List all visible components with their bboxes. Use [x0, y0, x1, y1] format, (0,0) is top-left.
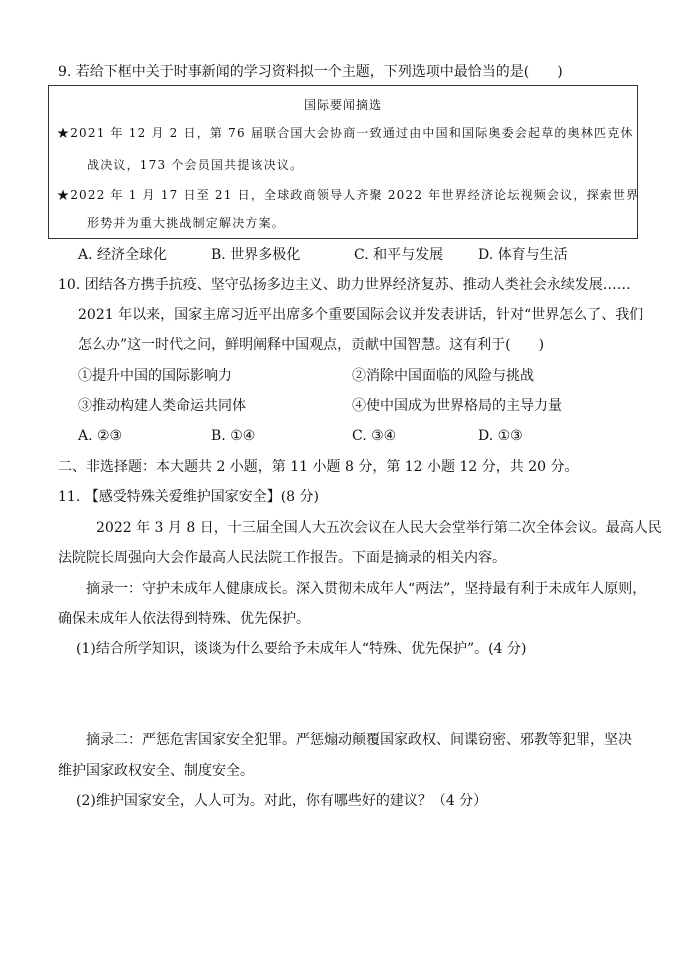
- q11-excerpt-1-line-2: 确保未成年人依法得到特殊、优先保护。: [58, 611, 310, 627]
- q11-excerpt-2-line-1: 摘录二：严惩危害国家安全犯罪。严惩煽动颠覆国家政权、间谍窃密、邪教等犯罪，坚决: [86, 732, 632, 748]
- q10-option-d: D. ①③: [478, 428, 523, 444]
- news-box-title: 国际要闻摘选: [303, 98, 382, 112]
- q11-excerpt-1-line-1: 摘录一：守护未成年人健康成长。深入贯彻未成年人“两法”，坚持最有利于未成年人原则，: [86, 581, 647, 597]
- section-2-heading: 二、非选择题：本大题共 2 小题，第 11 小题 8 分，第 12 小题 12 分，共 20 分。: [58, 459, 579, 475]
- q9-stem: 9. 若给下框中关于时事新闻的学习资料拟一个主题，下列选项中最恰当的是( ): [58, 64, 563, 80]
- q9-option-c: C. 和平与发展: [354, 247, 444, 263]
- q10-item-4: ④使中国成为世界格局的主导力量: [352, 398, 562, 414]
- q10-item-2: ②消除中国面临的风险与挑战: [352, 368, 534, 384]
- q11-sub-question-1: (1)结合所学知识，谈谈为什么要给予未成年人“特殊、优先保护”。(4 分): [76, 641, 527, 657]
- q9-option-a: A. 经济全球化: [78, 247, 168, 263]
- q10-option-c: C. ③④: [352, 428, 397, 444]
- q11-sub-question-2: (2)维护国家安全，人人可为。对此，你有哪些好的建议？（4 分）: [76, 793, 488, 809]
- news-item-2-line-2: 形势并为重大挑战制定解决方案。: [87, 216, 286, 230]
- q11-para-1-line-1: 2022 年 3 月 8 日，十三届全国人大五次会议在人民大会堂举行第二次全体会议。最高人民: [96, 520, 662, 536]
- q11-excerpt-2-line-2: 维护国家政权安全、制度安全。: [58, 763, 254, 779]
- q10-stem-line-2: 2021 年以来，国家主席习近平出席多个重要国际会议并发表讲话，针对“世界怎么了、我们: [78, 307, 644, 323]
- q10-stem-line-1: 10. 团结各方携手抗疫、坚守弘扬多边主义、助力世界经济复苏、推动人类社会永续发展……: [58, 277, 631, 293]
- q11-title: 11. 【感受特殊关爱维护国家安全】(8 分): [58, 489, 319, 505]
- q9-option-d: D. 体育与生活: [478, 247, 568, 263]
- news-item-1-line-1: ★2021 年 12 月 2 日，第 76 届联合国大会协商一致通过由中国和国际奥委会起草的奥林匹克休: [57, 126, 634, 140]
- q11-para-1-line-2: 法院院长周强向大会作最高人民法院工作报告。下面是摘录的相关内容。: [58, 550, 506, 566]
- news-excerpt-box: [48, 85, 638, 239]
- q10-option-a: A. ②③: [78, 428, 123, 444]
- q10-stem-line-3: 怎么办”这一时代之问，鲜明阐释中国观点，贡献中国智慧。这有利于( ): [78, 337, 545, 353]
- q10-item-3: ③推动构建人类命运共同体: [78, 398, 246, 414]
- news-item-2-line-1: ★2022 年 1 月 17 日至 21 日，全球政商领导人齐聚 2022 年世界经济论坛视频会议，探索世界: [57, 188, 640, 202]
- q10-option-b: B. ①④: [211, 428, 256, 444]
- news-item-1-line-2: 战决议，173 个会员国共提该决议。: [87, 158, 304, 172]
- q9-option-b: B. 世界多极化: [211, 247, 301, 263]
- q10-item-1: ①提升中国的国际影响力: [78, 368, 232, 384]
